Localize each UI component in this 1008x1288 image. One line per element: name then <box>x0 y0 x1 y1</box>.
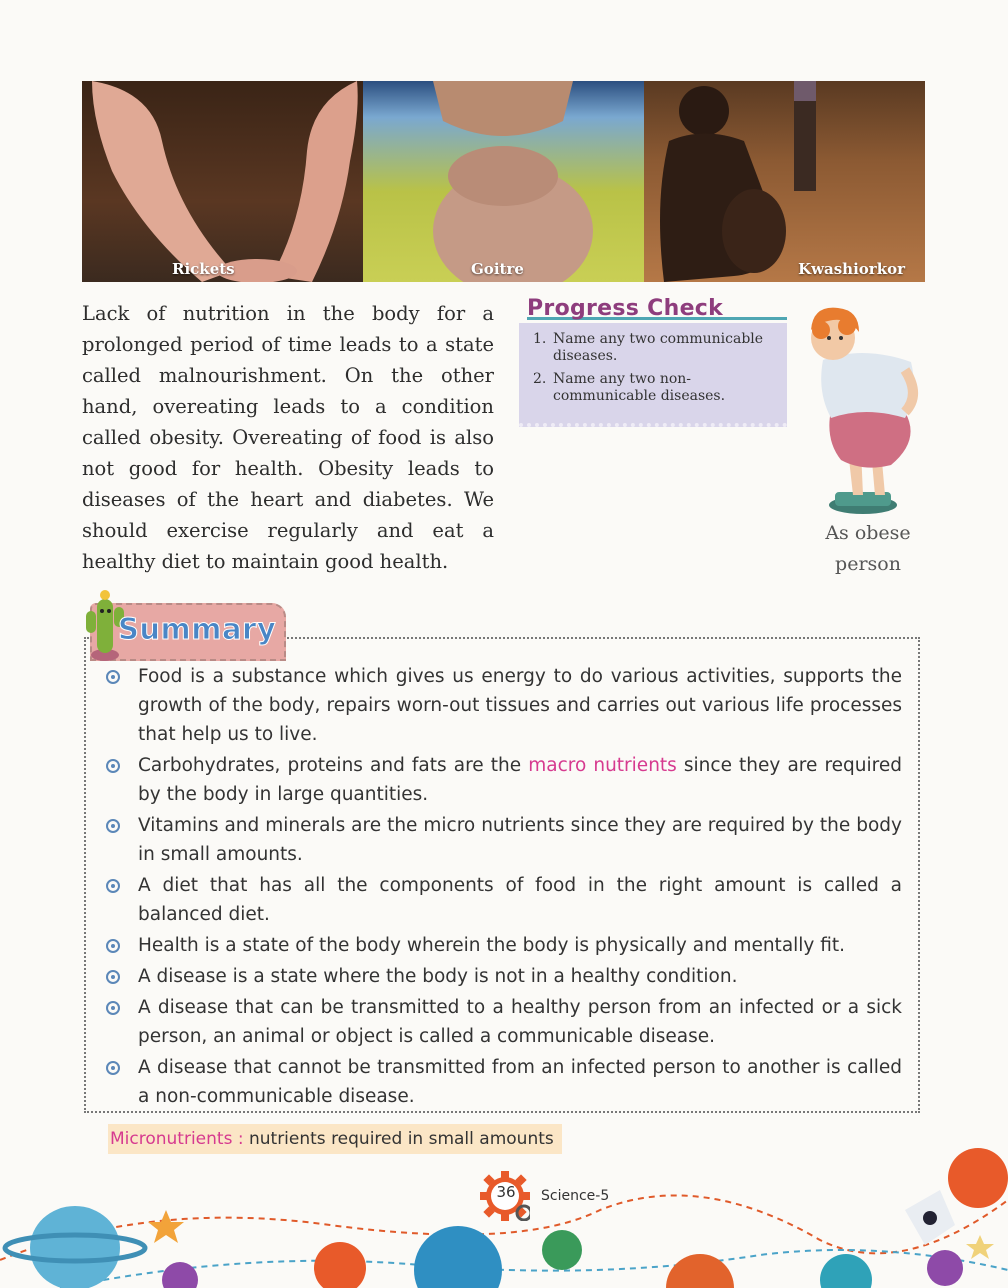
summary-item <box>104 811 902 869</box>
progress-check-item <box>533 331 781 365</box>
obese-person-illustration <box>793 300 925 520</box>
bullet-icon <box>106 1001 120 1015</box>
bullet-icon <box>106 939 120 953</box>
summary-item-text: Health is a state of the body wherein the body is physically and mentally fit. <box>138 935 846 956</box>
item-text: Name any two communicable diseases. <box>553 331 764 364</box>
summary-item-text: Food is a substance which gives us energy to do various activities, supports the growth of the body, repairs worn-out tissues and carries out various life processes that help us to live. <box>138 666 902 745</box>
goitre-caption: Goitre <box>471 260 524 278</box>
summary-item-text: A disease is a state where the body is not in a healthy condition. <box>138 966 738 987</box>
progress-check <box>519 296 787 427</box>
summary-title: Summary <box>118 612 277 646</box>
goitre-photo <box>363 81 644 282</box>
summary-item <box>104 962 902 991</box>
caption-line: person <box>835 553 901 575</box>
summary-item-text: A diet that has all the components of food in the right amount is called a balanced diet. <box>138 875 902 925</box>
summary-item <box>104 993 902 1051</box>
rickets-caption: Rickets <box>172 260 235 278</box>
kwashiorkor-photo <box>644 81 925 282</box>
summary-item-text: Carbohydrates, proteins and fats are the <box>138 755 529 776</box>
summary-list <box>104 662 902 1113</box>
highlight-term: macro nutrients <box>528 755 677 776</box>
bullet-icon <box>106 1061 120 1075</box>
obese-person-caption <box>814 518 922 580</box>
caption-line: As obese <box>825 522 911 544</box>
bullet-icon <box>106 759 120 773</box>
bullet-icon <box>106 670 120 684</box>
progress-check-box <box>519 323 787 427</box>
summary-item <box>104 1053 902 1111</box>
summary-item <box>104 751 902 809</box>
bullet-icon <box>106 819 120 833</box>
note-definition: nutrients required in small amounts <box>243 1129 554 1149</box>
book-title: Science-5 <box>541 1188 610 1204</box>
item-text: Name any two non-communicable diseases. <box>553 371 726 404</box>
malnutrition-paragraph: Lack of nutrition in the body for a prolonged period of time leads to a state called malnourishment. On the other hand, overeating leads to a condition called obesity. Overeating of food is also not good for health. Obesity leads to diseases of the heart and diabetes. We should exercise regularly and eat a healthy diet to maintain good health. <box>82 302 494 573</box>
bullet-icon <box>106 970 120 984</box>
summary-item-text: A disease that can be transmitted to a healthy person from an infected or a sick person, an animal or object is called a communicable disease. <box>138 997 902 1047</box>
item-number: 1. <box>533 331 547 347</box>
bullet-icon <box>106 879 120 893</box>
disease-photo-strip <box>82 81 925 282</box>
summary-item <box>104 662 902 749</box>
summary-item <box>104 931 902 960</box>
summary-item-text: Vitamins and minerals are the micro nutrients since they are required by the body in small amounts. <box>138 815 902 865</box>
page-number: 36 <box>496 1183 516 1201</box>
note-term: Micronutrients : <box>110 1129 244 1149</box>
item-number: 2. <box>533 371 547 387</box>
summary-item-text: A disease that cannot be transmitted from an infected person to another is called a non-communicable disease. <box>138 1057 902 1107</box>
progress-check-item <box>533 371 781 405</box>
progress-check-title: Progress Check <box>519 296 787 321</box>
kwashiorkor-caption: Kwashiorkor <box>798 260 905 278</box>
rickets-photo <box>82 81 363 282</box>
summary-item-text: since they are required by the body in large quantities. <box>138 755 902 805</box>
summary-item <box>104 871 902 929</box>
